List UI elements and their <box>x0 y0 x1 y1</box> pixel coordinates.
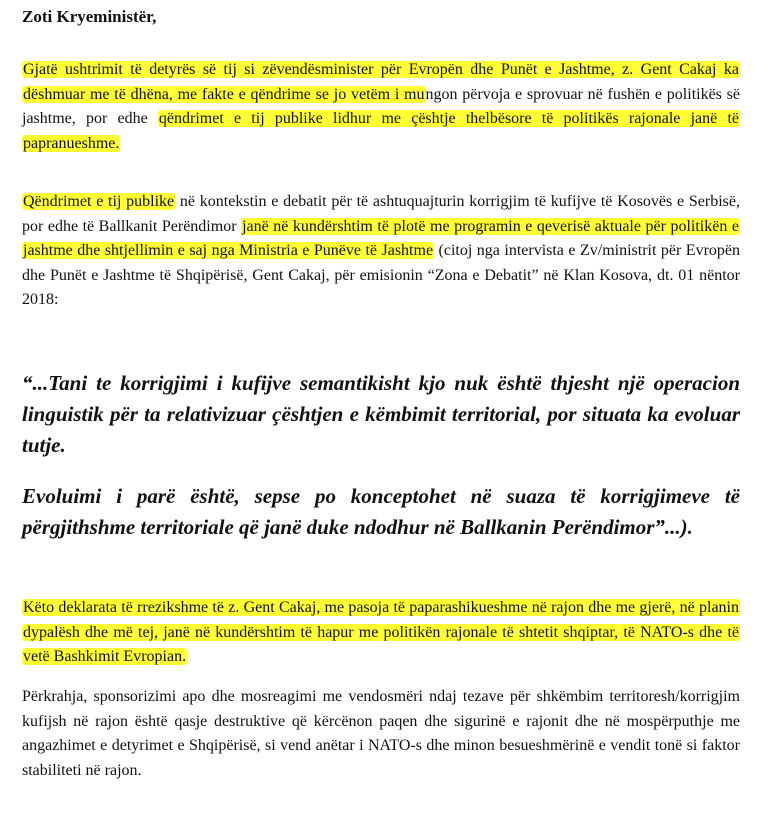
paragraph-1-text: ngon përvoja e sprovuar në fushën e politikës së jashtme, por edhe <box>22 85 741 127</box>
paragraph-4: Përkrahja, sponsorizimi apo dhe mosreagimi me vendosmëri ndaj tezave për shkëmbim territoresh/korrigjim kufijsh në rajon është qasje destruktive që kërcënon paqen dhe sigurinë e rajonit dhe në mospërputhje me angazhimet e detyrimet e Shqipërisë, si vend anëtar i NATO-s dhe minon besueshmërinë e vendit tonë si faktor stabiliteti në rajon. <box>22 688 740 779</box>
paragraph-2-text-a: në kontekstin e debatit për të ashtuquajturin korrigjim të kufijve të Kosovës e Serbisë, por edhe të Ballkanit Perëndimor <box>22 193 740 235</box>
highlight-1b: qëndrimet e tij publike lidhur me çështje thelbësore të politikës rajonale janë të papranueshme. <box>23 110 740 152</box>
paragraph-1 <box>22 58 740 156</box>
greeting: Zoti Kryeministër, <box>22 7 157 26</box>
highlight-3: Këto deklarata të rrezikshme të z. Gent Cakaj, me pasoja të paparashikueshme në rajon dhe me gjerë, në planin dypalësh dhe më tej, janë në kundërshtim të hapur me politikën rajonale të shtetit shqiptar, të NATO-s dhe të vetë Bashkimit Evropian. <box>23 599 739 665</box>
highlight-2b: janë në kundërshtim të plotë me programin e qeverisë aktuale për politikën e jashtme dhe shtjellimin e saj nga Ministria e Punëve të Jashtme <box>23 217 739 259</box>
quote-2: Evoluimi i parë është, sepse po konceptohet në suaza të korrigjimeve të përgjithshme territoriale që janë duke ndodhur në Ballkanin Perëndimor”...). <box>22 484 740 539</box>
paragraph-2-text-b: (citoj nga intervista e Zv/ministrit për Evropën dhe Punët e Jashtme të Shqipërisë, Gent Cakaj, për emisionin “Zona e Debatit” në Klan Kosova, dt. 01 nëntor 2018: <box>22 242 741 308</box>
quote-1: “...Tani te korrigjimi i kufijve semantikisht kjo nuk është thjesht një operacion linguistik për ta relativizuar çështjen e këmbimit territorial, por situata ka evoluar tutje. <box>22 371 740 457</box>
paragraph-2 <box>22 190 740 313</box>
paragraph-3 <box>22 596 740 670</box>
highlight-2a: Qëndrimet e tij publike <box>23 193 175 210</box>
highlight-1a: Gjatë ushtrimit të detyrës së tij si zëvendësminister për Evropën dhe Punët e Jashtme, z. Gent Cakaj ka dëshmuar me të dhëna, me fakte e qëndrime se jo vetëm i mu <box>23 61 739 103</box>
